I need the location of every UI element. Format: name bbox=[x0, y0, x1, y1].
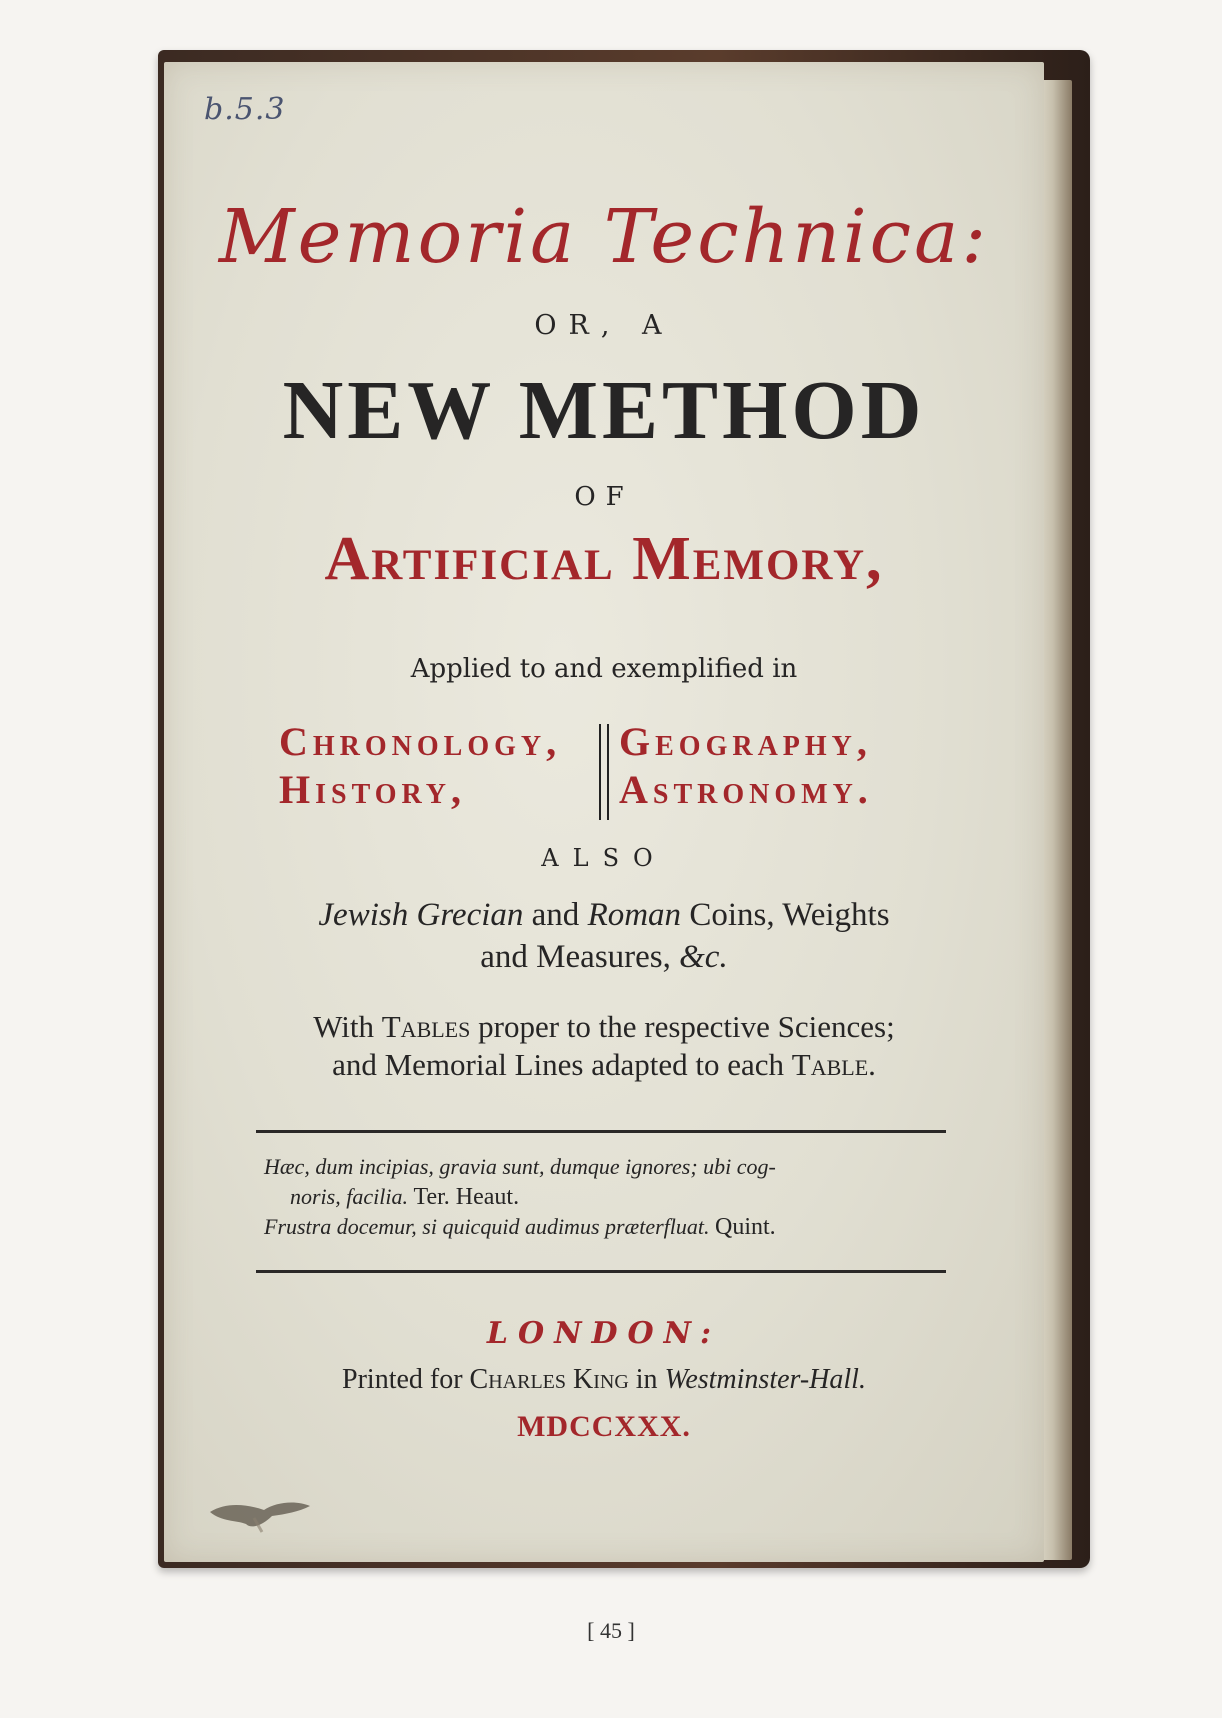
quote-2-line bbox=[264, 1212, 944, 1242]
coins-and: and bbox=[531, 897, 580, 933]
coins-rest: Coins, Weights bbox=[689, 897, 890, 933]
subjects-left-column bbox=[279, 718, 561, 814]
pencil-shelfmark: b.5.3 bbox=[204, 92, 286, 127]
quote-1-latin: Hæc, dum incipias, gravia sunt, dumque ignores; ubi cog- bbox=[264, 1154, 776, 1179]
new-method-heading: NEW METHOD bbox=[282, 364, 926, 457]
coins-jewish: Jewish bbox=[318, 897, 409, 933]
bottom-rule bbox=[256, 1270, 946, 1273]
tables-rest: proper to the respective Sciences; bbox=[478, 1009, 895, 1044]
coins-line-2 bbox=[164, 936, 1044, 978]
coins-etc: &c. bbox=[679, 939, 728, 975]
tables-line-1 bbox=[164, 1008, 1044, 1046]
coins-line-1 bbox=[164, 894, 1044, 936]
quote-2-source: Quint. bbox=[715, 1214, 776, 1240]
also-line: ALSO bbox=[541, 844, 667, 872]
of-line: OF bbox=[574, 482, 634, 512]
tables-line2-start: and Memorial Lines adapted to each bbox=[332, 1047, 785, 1082]
epigraph-quotes bbox=[264, 1152, 944, 1242]
printed-in: in bbox=[635, 1364, 658, 1395]
tables-word: Tables bbox=[381, 1009, 471, 1044]
applied-line: Applied to and exemplified in bbox=[410, 654, 798, 684]
subject-history: History, bbox=[279, 767, 466, 812]
page-edges bbox=[1040, 80, 1072, 1560]
tables-with: With bbox=[313, 1009, 374, 1044]
subject-geography: Geography, bbox=[619, 719, 872, 764]
coins-paragraph bbox=[164, 894, 1044, 978]
coins-measures: and Measures, bbox=[480, 939, 671, 975]
subject-astronomy: Astronomy. bbox=[619, 767, 873, 812]
book-title: Memoria Technica: bbox=[218, 194, 990, 280]
subjects-right-column bbox=[619, 718, 873, 814]
coins-roman: Roman bbox=[587, 897, 682, 933]
subject-chronology: Chronology, bbox=[279, 719, 562, 764]
subjects-block bbox=[279, 718, 929, 828]
coins-grecian: Grecian bbox=[416, 897, 524, 933]
top-rule bbox=[256, 1130, 946, 1133]
quote-1-source: Ter. Heaut. bbox=[413, 1184, 520, 1210]
tables-line-2 bbox=[164, 1046, 1044, 1084]
imprint-printer bbox=[164, 1364, 1044, 1396]
printer-place: Westminster-Hall. bbox=[664, 1364, 866, 1395]
printed-prefix: Printed for bbox=[342, 1364, 463, 1395]
quote-1-line-2 bbox=[264, 1182, 944, 1212]
or-a-line: OR, A bbox=[534, 310, 674, 341]
printer-name: Charles King bbox=[469, 1364, 629, 1395]
quote-1-line-1 bbox=[264, 1152, 944, 1182]
artificial-memory-heading: Artificial Memory, bbox=[324, 525, 884, 593]
quote-1-cont: noris, facilia. bbox=[290, 1184, 408, 1209]
imprint-year: MDCCXXX. bbox=[517, 1410, 691, 1443]
title-page bbox=[164, 62, 1044, 1562]
double-rule-divider bbox=[599, 724, 609, 820]
quote-2-latin: Frustra docemur, si quicquid audimus præterfluat. bbox=[264, 1214, 710, 1239]
tables-paragraph bbox=[164, 1008, 1044, 1084]
title-page-content bbox=[164, 62, 1044, 1562]
wax-stain-icon bbox=[206, 1494, 316, 1534]
imprint-london: LONDON: bbox=[486, 1316, 722, 1351]
page-number: [ 45 ] bbox=[587, 1618, 635, 1643]
table-word: Table. bbox=[791, 1047, 876, 1082]
